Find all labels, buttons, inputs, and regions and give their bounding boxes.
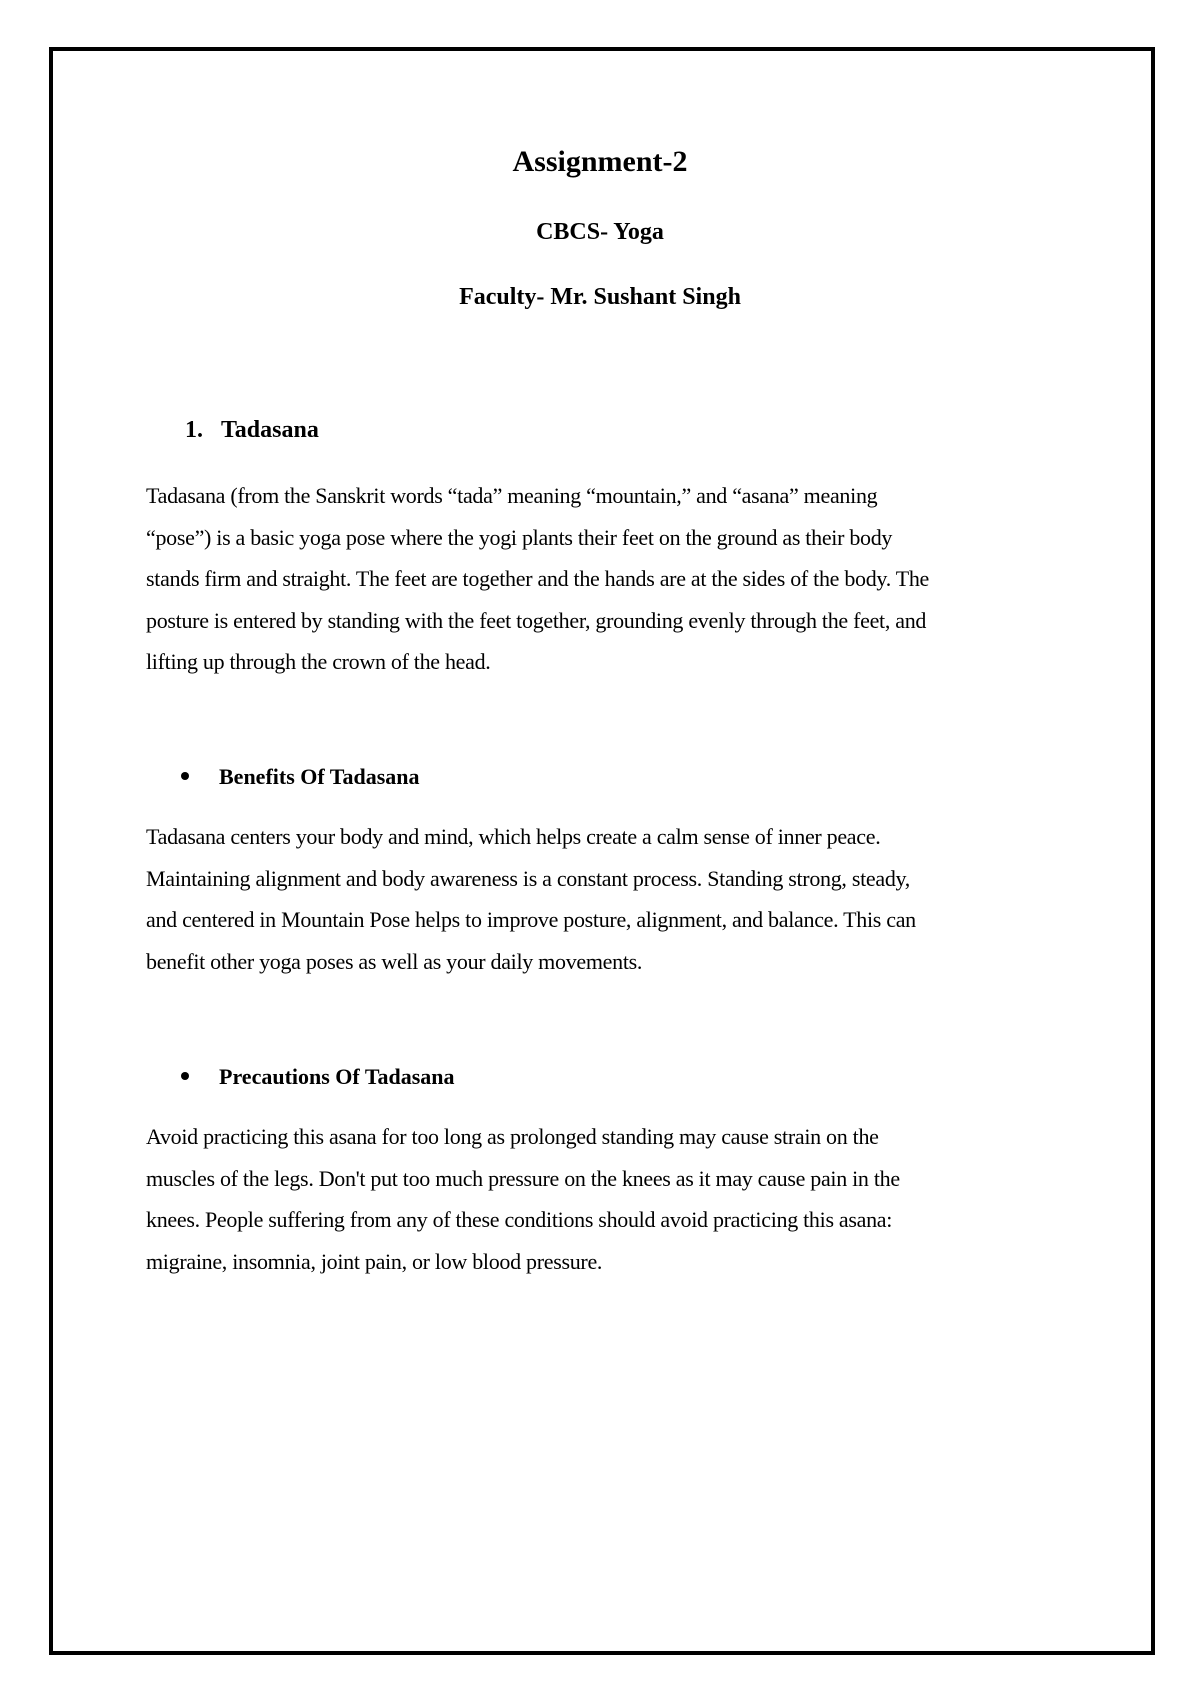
precautions-paragraph (146, 1116, 1066, 1282)
faculty-line: Faculty- Mr. Sushant Singh (459, 284, 741, 310)
section-number: 1. (185, 417, 203, 443)
section-heading-tadasana (185, 417, 319, 444)
paragraph-line: Maintaining alignment and body awareness is a constant process. Standing strong, steady, (146, 865, 911, 891)
paragraph-line: “pose”) is a basic yoga pose where the yogi plants their feet on the ground as their body (146, 524, 893, 550)
paragraph-line: posture is entered by standing with the feet together, grounding evenly through the feet, and (146, 607, 927, 633)
paragraph-line: migraine, insomnia, joint pain, or low blood pressure. (146, 1248, 603, 1274)
paragraph-line: Avoid practicing this asana for too long as prolonged standing may cause strain on the (146, 1124, 879, 1149)
benefits-heading (181, 764, 420, 790)
document-title: Assignment-2 (512, 145, 688, 178)
paragraph-line: lifting up through the crown of the head. (146, 649, 491, 674)
tadasana-paragraph (146, 475, 1066, 683)
precautions-heading (181, 1064, 455, 1090)
paragraph-line: stands firm and straight. The feet are together and the hands are at the sides of the body. The (146, 566, 929, 591)
paragraph-line: benefit other yoga poses as well as your daily movements. (146, 948, 643, 974)
paragraph-line: muscles of the legs. Don't put too much pressure on the knees as it may cause pain in the (146, 1165, 900, 1191)
section-heading-label: Tadasana (221, 417, 319, 443)
paragraph-line: Tadasana (from the Sanskrit words “tada” meaning “mountain,” and “asana” meaning (146, 483, 878, 508)
benefits-heading-label: Benefits Of Tadasana (219, 764, 420, 789)
paragraph-line: knees. People suffering from any of these conditions should avoid practicing this asana: (146, 1207, 893, 1232)
bullet-icon (181, 1072, 189, 1080)
course-subtitle: CBCS- Yoga (536, 219, 664, 245)
benefits-paragraph (146, 816, 1066, 982)
bullet-icon (181, 772, 189, 780)
paragraph-line: Tadasana centers your body and mind, which helps create a calm sense of inner peace. (146, 824, 881, 849)
precautions-heading-label: Precautions Of Tadasana (219, 1064, 455, 1089)
paragraph-line: and centered in Mountain Pose helps to improve posture, alignment, and balance. This can (146, 907, 916, 932)
